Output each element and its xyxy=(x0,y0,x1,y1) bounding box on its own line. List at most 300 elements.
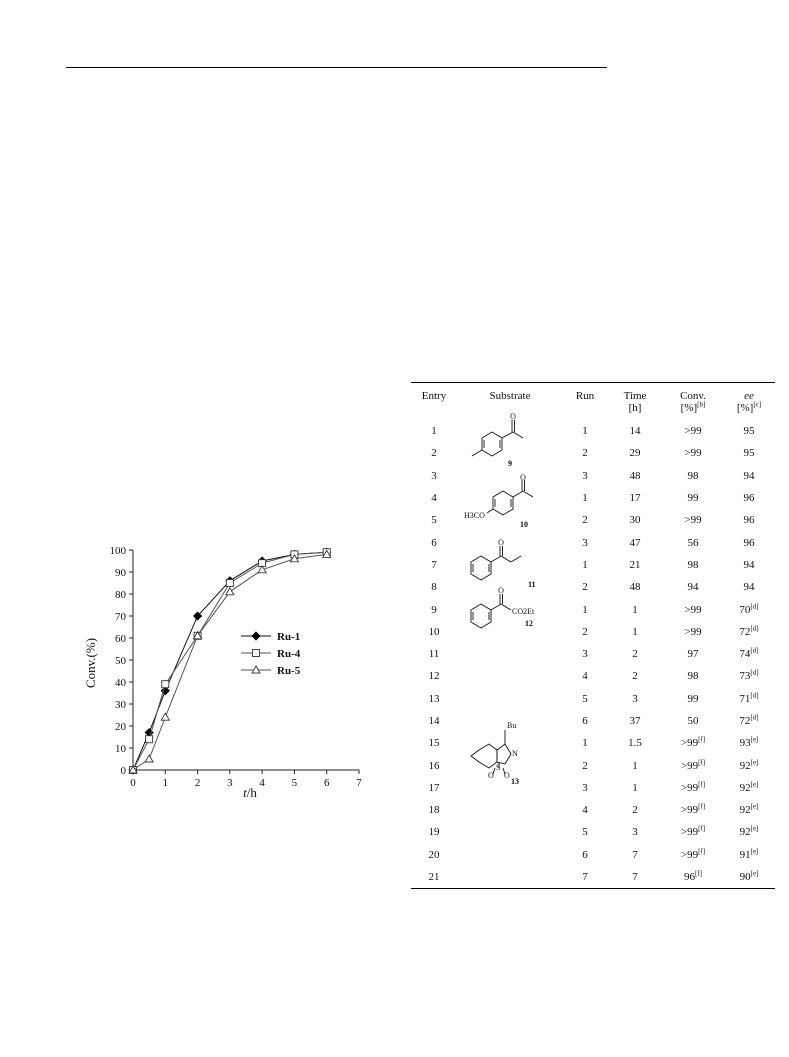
cell-run-value: 3 xyxy=(582,469,588,482)
cell-substrate xyxy=(457,844,563,866)
cell-ee-value: 92 xyxy=(739,826,751,839)
cell-entry xyxy=(411,777,457,799)
cell-time xyxy=(607,799,663,821)
cell-time-value: 1 xyxy=(632,781,638,794)
cell-ee xyxy=(723,732,775,754)
cell-ee-value: 92 xyxy=(739,804,751,817)
cell-conv xyxy=(663,866,723,888)
cell-entry-value: 14 xyxy=(428,715,440,727)
legend-label: Ru-4 xyxy=(277,648,301,660)
cell-ee-footnote: [d] xyxy=(750,601,759,610)
cell-entry xyxy=(411,799,457,821)
cell-ee-footnote: [e] xyxy=(750,780,759,789)
y-tick-label: 80 xyxy=(115,589,126,601)
x-axis-title xyxy=(243,785,257,800)
header-time-text: Time xyxy=(623,390,647,402)
header-ee-unit: [%] xyxy=(736,402,754,414)
header-entry xyxy=(411,383,457,420)
cell-ee-value: 95 xyxy=(743,447,755,460)
cell-entry-value: 13 xyxy=(428,692,440,705)
cell-time xyxy=(607,554,663,576)
substrate-13-sulfur-label: S xyxy=(496,763,501,773)
cell-run xyxy=(563,598,607,620)
cell-ee-value: 93 xyxy=(739,737,751,750)
table-row xyxy=(411,420,775,442)
cell-time-value: 3 xyxy=(632,826,638,839)
cell-time xyxy=(607,531,663,553)
cell-conv-footnote: [f] xyxy=(698,824,706,833)
legend-label: Ru-5 xyxy=(277,665,301,677)
cell-time xyxy=(607,844,663,866)
legend-marker xyxy=(252,632,260,640)
table-row xyxy=(411,598,775,620)
cell-time-value: 48 xyxy=(629,469,641,482)
substrate-13-oxygen-label-left: O xyxy=(488,771,494,781)
cell-run-value: 4 xyxy=(582,670,588,683)
cell-entry-value: 3 xyxy=(431,469,437,482)
cell-substrate xyxy=(457,866,563,888)
cell-time-value: 47 xyxy=(629,536,641,549)
cell-entry-value: 21 xyxy=(428,871,440,884)
cell-run-value: 1 xyxy=(582,558,588,571)
cell-conv-value: >99 xyxy=(680,826,699,839)
cell-substrate xyxy=(457,586,563,629)
substrate-10-oxygen-label: O xyxy=(520,472,526,482)
cell-ee xyxy=(723,643,775,665)
cell-entry-value: 11 xyxy=(428,648,440,661)
cell-run xyxy=(563,777,607,799)
table-row xyxy=(411,732,775,754)
cell-ee xyxy=(723,754,775,776)
cell-ee xyxy=(723,621,775,643)
data-point xyxy=(162,681,169,688)
cell-run xyxy=(563,576,607,598)
cell-entry xyxy=(411,465,457,487)
cell-time-value: 1 xyxy=(632,603,638,616)
cell-substrate xyxy=(457,442,563,464)
cell-ee xyxy=(723,465,775,487)
cell-entry-value: 18 xyxy=(428,804,440,817)
cell-substrate xyxy=(457,754,563,776)
cell-time-value: 7 xyxy=(632,871,638,884)
cell-ee-value: 96 xyxy=(743,492,755,505)
cell-run-value: 1 xyxy=(582,737,588,750)
y-tick-label: 70 xyxy=(115,611,126,623)
cell-run xyxy=(563,844,607,866)
cell-entry-value: 15 xyxy=(428,737,440,750)
cell-conv xyxy=(663,442,723,464)
cell-run xyxy=(563,821,607,843)
cell-time xyxy=(607,598,663,620)
cell-time-value: 1 xyxy=(632,759,638,772)
cell-run xyxy=(563,465,607,487)
results-table xyxy=(411,382,775,889)
cell-substrate xyxy=(457,688,563,710)
data-point xyxy=(146,736,153,743)
cell-ee xyxy=(723,554,775,576)
cell-entry-value: 4 xyxy=(431,492,437,505)
cell-substrate xyxy=(457,799,563,821)
cell-run-value: 2 xyxy=(582,759,588,772)
cell-ee-footnote: [d] xyxy=(750,668,759,677)
cell-entry-value: 1 xyxy=(431,425,437,438)
cell-ee-value: 72 xyxy=(739,625,751,638)
table-row xyxy=(411,554,775,576)
cell-conv-value: >99 xyxy=(680,804,699,817)
cell-ee-footnote: [d] xyxy=(750,691,759,700)
table-row xyxy=(411,844,775,866)
cell-time xyxy=(607,777,663,799)
cell-entry-value: 17 xyxy=(428,781,440,794)
chart-svg xyxy=(78,540,378,805)
cell-run-value: 5 xyxy=(582,826,588,839)
substrate-10-number: 10 xyxy=(520,519,528,529)
cell-run-value: 6 xyxy=(582,715,588,727)
substrate-12-oxygen-label: O xyxy=(498,586,504,596)
y-tick-label: 40 xyxy=(115,677,126,689)
cell-ee xyxy=(723,487,775,509)
header-run-text: Run xyxy=(575,390,595,402)
cell-conv-value: 97 xyxy=(687,648,699,661)
substrate-12-number: 12 xyxy=(525,619,533,629)
cell-entry xyxy=(411,844,457,866)
x-tick-label: 7 xyxy=(356,777,362,789)
cell-conv-value: >99 xyxy=(684,603,702,616)
cell-substrate xyxy=(457,665,563,687)
legend-label: Ru-1 xyxy=(277,631,301,643)
cell-conv xyxy=(663,509,723,531)
cell-ee xyxy=(723,576,775,598)
y-axis-title: Conv.(%) xyxy=(83,637,98,689)
cell-ee-footnote: [e] xyxy=(750,847,759,856)
data-point xyxy=(226,580,233,587)
x-tick-label: 0 xyxy=(130,777,136,789)
cell-run-value: 1 xyxy=(582,603,588,616)
header-rule xyxy=(66,67,607,68)
cell-conv xyxy=(663,688,723,710)
cell-ee-footnote: [d] xyxy=(750,713,759,722)
y-tick-label: 30 xyxy=(115,699,126,711)
y-tick-label: 60 xyxy=(115,633,126,645)
cell-substrate xyxy=(457,621,563,643)
cell-conv xyxy=(663,844,723,866)
cell-conv xyxy=(663,420,723,442)
cell-conv-value: 56 xyxy=(687,536,699,549)
cell-run-value: 5 xyxy=(582,692,588,705)
legend-entry xyxy=(241,648,301,660)
cell-ee-footnote: [d] xyxy=(750,624,759,633)
cell-conv xyxy=(663,799,723,821)
cell-conv-value: >99 xyxy=(680,848,699,861)
cell-run-value: 4 xyxy=(582,804,588,817)
cell-entry xyxy=(411,531,457,553)
cell-run xyxy=(563,487,607,509)
cell-run-value: 3 xyxy=(582,781,588,794)
cell-ee xyxy=(723,688,775,710)
cell-run xyxy=(563,710,607,732)
cell-run xyxy=(563,688,607,710)
cell-ee xyxy=(723,844,775,866)
substrate-13-nitrogen-label: N xyxy=(512,749,518,759)
cell-time-value: 37 xyxy=(629,715,641,727)
cell-run xyxy=(563,732,607,754)
cell-entry-value: 9 xyxy=(431,603,437,616)
cell-conv-footnote: [f] xyxy=(698,802,706,811)
cell-entry-value: 2 xyxy=(431,447,437,460)
cell-ee xyxy=(723,799,775,821)
cell-time-value: 7 xyxy=(632,848,638,861)
substrate-11-oxygen-label: O xyxy=(498,537,504,547)
cell-conv-value: >99 xyxy=(684,447,702,460)
cell-ee-footnote: [e] xyxy=(750,869,759,878)
table-row xyxy=(411,442,775,464)
cell-time-value: 1.5 xyxy=(628,737,642,750)
cell-entry xyxy=(411,821,457,843)
cell-conv-value: >99 xyxy=(680,781,699,794)
cell-time-value: 2 xyxy=(632,670,638,683)
cell-conv-footnote: [f] xyxy=(698,757,706,766)
cell-time-value: 48 xyxy=(629,581,641,594)
cell-substrate xyxy=(457,721,563,787)
cell-run xyxy=(563,799,607,821)
cell-ee-value: 94 xyxy=(743,581,755,594)
header-conv xyxy=(663,383,723,420)
cell-entry xyxy=(411,866,457,888)
header-ee-note: [c] xyxy=(753,400,762,409)
data-point xyxy=(226,588,234,595)
cell-conv-value: >99 xyxy=(680,737,699,750)
x-tick-label: 6 xyxy=(323,777,330,789)
cell-run-value: 3 xyxy=(582,648,588,661)
cell-conv xyxy=(663,821,723,843)
cell-entry xyxy=(411,598,457,620)
cell-ee-value: 92 xyxy=(739,781,751,794)
cell-run-value: 6 xyxy=(582,848,588,861)
x-tick-label: 5 xyxy=(291,777,298,789)
cell-conv xyxy=(663,598,723,620)
y-tick-label: 0 xyxy=(120,765,126,777)
x-tick-label: 1 xyxy=(162,777,169,789)
cell-ee xyxy=(723,866,775,888)
table-row xyxy=(411,621,775,643)
cell-ee-value: 95 xyxy=(743,425,755,438)
cell-entry xyxy=(411,754,457,776)
cell-entry-value: 10 xyxy=(428,625,440,638)
cell-ee-value: 71 xyxy=(739,692,751,705)
cell-substrate xyxy=(457,777,563,799)
header-conv-text: Conv. xyxy=(680,390,706,402)
cell-time xyxy=(607,754,663,776)
cell-conv-value: 99 xyxy=(687,492,699,505)
cell-time xyxy=(607,732,663,754)
cell-ee xyxy=(723,442,775,464)
table-row xyxy=(411,643,775,665)
cell-ee-value: 70 xyxy=(739,603,751,616)
cell-ee-value: 96 xyxy=(743,514,755,527)
table-row xyxy=(411,777,775,799)
cell-time xyxy=(607,866,663,888)
cell-entry-value: 20 xyxy=(428,848,440,861)
y-tick-label: 10 xyxy=(115,743,126,755)
y-tick-label: 50 xyxy=(115,655,126,667)
cell-run xyxy=(563,621,607,643)
conversion-time-chart xyxy=(78,540,378,805)
header-time xyxy=(607,383,663,420)
cell-substrate xyxy=(457,643,563,665)
y-tick-label: 90 xyxy=(115,567,126,579)
substrate-13-butyl-label: Bu xyxy=(507,721,517,731)
cell-run-value: 1 xyxy=(582,425,588,438)
table-row xyxy=(411,509,775,531)
cell-ee-value: 91 xyxy=(739,848,751,861)
x-tick-label: 3 xyxy=(227,777,233,789)
cell-conv xyxy=(663,531,723,553)
substrate-9-number: 9 xyxy=(508,459,512,468)
header-time-unit: [h] xyxy=(628,402,642,414)
table-row xyxy=(411,688,775,710)
table-row xyxy=(411,487,775,509)
cell-time-value: 14 xyxy=(629,425,641,438)
cell-ee xyxy=(723,598,775,620)
cell-run xyxy=(563,866,607,888)
cell-run xyxy=(563,509,607,531)
cell-run-value: 7 xyxy=(582,871,588,884)
cell-ee-footnote: [e] xyxy=(750,757,759,766)
cell-conv-value: >99 xyxy=(680,759,699,772)
header-ee-text: ee xyxy=(744,390,754,402)
cell-ee-value: 92 xyxy=(739,759,751,772)
cell-entry xyxy=(411,710,457,732)
cell-substrate xyxy=(457,537,563,589)
cell-entry-value: 12 xyxy=(428,670,440,683)
cell-conv xyxy=(663,621,723,643)
cell-conv-value: 96 xyxy=(684,871,695,884)
cell-ee-value: 94 xyxy=(743,469,755,482)
cell-conv xyxy=(663,576,723,598)
cell-time xyxy=(607,621,663,643)
cell-time xyxy=(607,442,663,464)
substrate-9-oxygen-label: O xyxy=(510,412,516,421)
cell-conv-footnote: [f] xyxy=(698,780,706,789)
cell-conv-value: >99 xyxy=(684,625,702,638)
cell-time-value: 3 xyxy=(632,692,638,705)
cell-substrate xyxy=(457,412,563,468)
data-point xyxy=(161,713,169,720)
cell-ee xyxy=(723,777,775,799)
cell-run-value: 1 xyxy=(582,492,588,505)
cell-entry-value: 8 xyxy=(431,581,437,594)
cell-time xyxy=(607,487,663,509)
x-tick-label: 4 xyxy=(259,777,265,789)
x-axis-title-unit: /h xyxy=(246,785,257,800)
cell-conv xyxy=(663,465,723,487)
cell-conv xyxy=(663,732,723,754)
cell-ee xyxy=(723,509,775,531)
table-row xyxy=(411,866,775,888)
header-conv-unit: [%] xyxy=(680,402,698,414)
cell-ee-footnote: [e] xyxy=(750,802,759,811)
cell-conv-value: 98 xyxy=(687,469,699,482)
cell-time xyxy=(607,576,663,598)
cell-run-value: 2 xyxy=(582,581,588,594)
cell-run-value: 2 xyxy=(582,514,588,527)
cell-run xyxy=(563,442,607,464)
cell-conv-value: >99 xyxy=(684,425,702,438)
cell-entry xyxy=(411,732,457,754)
cell-conv xyxy=(663,643,723,665)
cell-conv xyxy=(663,665,723,687)
cell-run-value: 2 xyxy=(582,447,588,460)
cell-entry-value: 5 xyxy=(431,514,437,527)
legend-marker xyxy=(253,650,260,657)
cell-conv-value: 50 xyxy=(687,715,699,727)
cell-conv xyxy=(663,754,723,776)
x-axis-title-var: t xyxy=(243,785,247,800)
cell-ee-value: 94 xyxy=(743,558,755,571)
table-row xyxy=(411,821,775,843)
cell-entry xyxy=(411,509,457,531)
data-point xyxy=(145,755,153,762)
cell-entry-value: 16 xyxy=(428,759,440,772)
cell-conv xyxy=(663,777,723,799)
cell-time xyxy=(607,821,663,843)
cell-entry xyxy=(411,665,457,687)
cell-entry xyxy=(411,442,457,464)
cell-run xyxy=(563,420,607,442)
cell-conv-footnote: [f] xyxy=(698,735,706,744)
cell-conv xyxy=(663,554,723,576)
cell-time xyxy=(607,710,663,732)
cell-time-value: 1 xyxy=(632,625,638,638)
cell-entry xyxy=(411,576,457,598)
table-row xyxy=(411,665,775,687)
table-row xyxy=(411,799,775,821)
legend-entry xyxy=(241,665,301,677)
table-bottom-rule xyxy=(411,888,775,889)
cell-ee xyxy=(723,665,775,687)
cell-ee xyxy=(723,821,775,843)
cell-entry xyxy=(411,420,457,442)
y-tick-label: 100 xyxy=(109,545,126,557)
cell-ee-value: 74 xyxy=(739,648,751,661)
results-table-grid xyxy=(411,383,775,888)
substrate-10-methoxy-label: H3CO xyxy=(464,510,485,520)
cell-substrate xyxy=(457,509,563,531)
cell-ee-value: 90 xyxy=(739,871,751,884)
cell-ee-value: 72 xyxy=(739,715,751,727)
cell-time xyxy=(607,665,663,687)
cell-time xyxy=(607,465,663,487)
cell-entry xyxy=(411,643,457,665)
legend-entry xyxy=(241,631,300,643)
substrate-13-number: 13 xyxy=(511,777,519,787)
cell-ee-value: 73 xyxy=(739,670,751,683)
cell-ee-value: 96 xyxy=(743,536,755,549)
table-row xyxy=(411,754,775,776)
x-tick-label: 2 xyxy=(194,777,201,789)
cell-run-value: 2 xyxy=(582,625,588,638)
cell-conv xyxy=(663,487,723,509)
cell-run xyxy=(563,643,607,665)
cell-entry xyxy=(411,487,457,509)
cell-ee-footnote: [e] xyxy=(750,824,759,833)
header-ee xyxy=(723,383,775,420)
cell-ee xyxy=(723,420,775,442)
cell-conv-footnote: [f] xyxy=(695,869,702,878)
cell-conv-value: 98 xyxy=(687,670,699,683)
cell-conv xyxy=(663,710,723,732)
cell-ee xyxy=(723,710,775,732)
